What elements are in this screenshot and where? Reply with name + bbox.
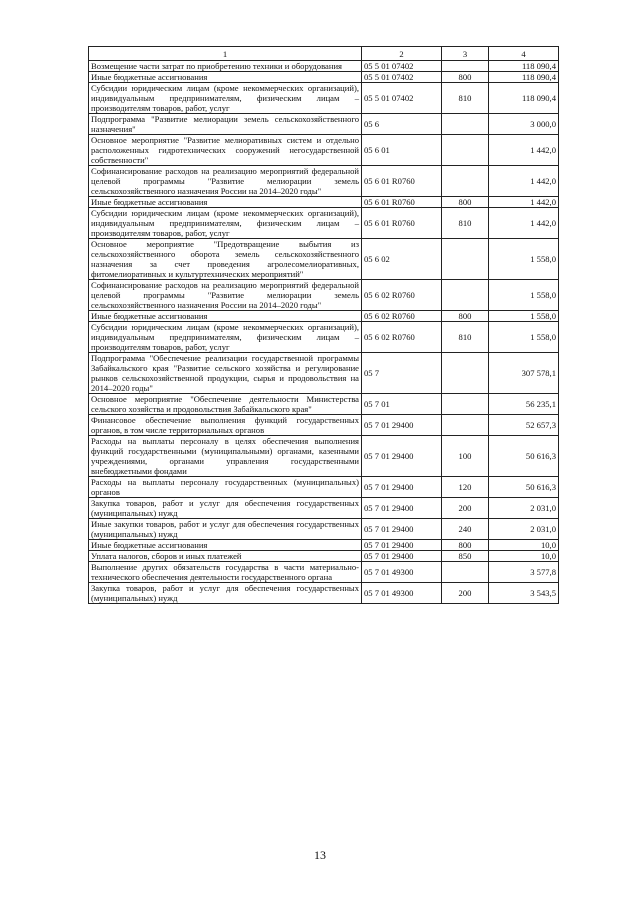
row-code-cell: 05 6 01 R0760 — [362, 166, 442, 197]
row-code-cell: 05 7 01 29400 — [362, 436, 442, 477]
row-name-cell: Субсидии юридическим лицам (кроме некоммерческих организаций), индивидуальным предпринимателям, физическим лицам – производителям товаров, работ, услуг — [89, 83, 362, 114]
table-row — [89, 135, 559, 166]
row-name-cell: Субсидии юридическим лицам (кроме некоммерческих организаций), индивидуальным предпринимателям, физическим лицам – производителям товаров, работ, услуг — [89, 208, 362, 239]
row-expense-type-cell: 810 — [442, 83, 489, 114]
row-expense-type-cell: 100 — [442, 436, 489, 477]
row-name-cell: Основное мероприятие "Развитие мелиоративных систем и отдельно расположенных гидротехнических сооружений негосударственной собственности" — [89, 135, 362, 166]
row-name-cell: Иные бюджетные ассигнования — [89, 197, 362, 208]
table-row — [89, 322, 559, 353]
table-row — [89, 280, 559, 311]
table-row — [89, 498, 559, 519]
table-row — [89, 562, 559, 583]
page-number: 13 — [314, 848, 326, 862]
row-name-cell: Подпрограмма "Развитие мелиорации земель сельскохозяйственного назначения" — [89, 114, 362, 135]
row-amount-cell: 2 031,0 — [489, 498, 559, 519]
row-expense-type-cell — [442, 61, 489, 72]
row-expense-type-cell: 810 — [442, 322, 489, 353]
row-name-cell: Иные бюджетные ассигнования — [89, 72, 362, 83]
table-row — [89, 583, 559, 604]
table-row — [89, 208, 559, 239]
row-expense-type-cell: 800 — [442, 72, 489, 83]
column-header-amount: 4 — [489, 47, 559, 61]
row-name-cell: Уплата налогов, сборов и иных платежей — [89, 551, 362, 562]
row-name-cell: Иные бюджетные ассигнования — [89, 311, 362, 322]
row-expense-type-cell: 800 — [442, 197, 489, 208]
column-header-expense-type: 3 — [442, 47, 489, 61]
row-code-cell: 05 7 01 29400 — [362, 477, 442, 498]
row-name-cell: Расходы на выплаты персоналу в целях обеспечения выполнения функций государственными (муниципальными) органами, казенными учреждениями, органами управления государственными внебюджетными фондами — [89, 436, 362, 477]
row-amount-cell: 118 090,4 — [489, 83, 559, 114]
table-row — [89, 239, 559, 280]
row-code-cell: 05 6 01 R0760 — [362, 197, 442, 208]
row-code-cell: 05 7 01 29400 — [362, 551, 442, 562]
table-row — [89, 114, 559, 135]
row-amount-cell: 10,0 — [489, 551, 559, 562]
row-name-cell: Софинансирование расходов на реализацию мероприятий федеральной целевой программы "Развитие мелиорации земель сельскохозяйственного назначения России на 2014–2020 годы" — [89, 166, 362, 197]
row-amount-cell: 1 558,0 — [489, 239, 559, 280]
row-amount-cell: 50 616,3 — [489, 477, 559, 498]
row-name-cell: Основное мероприятие "Обеспечение деятельности Министерства сельского хозяйства и продовольствия Забайкальского края" — [89, 394, 362, 415]
table-row — [89, 477, 559, 498]
row-code-cell: 05 6 02 — [362, 239, 442, 280]
table-row — [89, 551, 559, 562]
row-code-cell: 05 7 01 49300 — [362, 562, 442, 583]
table-row — [89, 353, 559, 394]
row-code-cell: 05 6 — [362, 114, 442, 135]
table-row — [89, 83, 559, 114]
row-expense-type-cell: 240 — [442, 519, 489, 540]
row-code-cell: 05 6 01 — [362, 135, 442, 166]
row-amount-cell: 50 616,3 — [489, 436, 559, 477]
header-row — [89, 47, 559, 61]
table-row — [89, 436, 559, 477]
row-name-cell: Выполнение других обязательств государства в части материально-технического обеспечения деятельности государственного органа — [89, 562, 362, 583]
table-row — [89, 311, 559, 322]
row-name-cell: Основное мероприятие "Предотвращение выбытия из сельскохозяйственного оборота земель сельскохозяйственного назначения за счет проведения агролесомелиоративных, фитомелиоративных и культуртехнических мероприятий" — [89, 239, 362, 280]
row-amount-cell: 3 577,8 — [489, 562, 559, 583]
row-code-cell: 05 7 01 29400 — [362, 498, 442, 519]
row-code-cell: 05 7 — [362, 353, 442, 394]
row-amount-cell: 1 442,0 — [489, 135, 559, 166]
column-header-code: 2 — [362, 47, 442, 61]
row-name-cell: Подпрограмма "Обеспечение реализации государственной программы Забайкальского края "Развитие сельского хозяйства и регулирование рынков сельскохозяйственной продукции, сырья и продовольствия на 2014–2020 годы" — [89, 353, 362, 394]
column-header-name: 1 — [89, 47, 362, 61]
row-amount-cell: 3 543,5 — [489, 583, 559, 604]
row-name-cell: Финансовое обеспечение выполнения функций государственных органов, в том числе территориальных органов — [89, 415, 362, 436]
row-name-cell: Субсидии юридическим лицам (кроме некоммерческих организаций), индивидуальным предпринимателям, физическим лицам – производителям товаров, работ, услуг — [89, 322, 362, 353]
row-expense-type-cell: 120 — [442, 477, 489, 498]
row-code-cell: 05 7 01 29400 — [362, 540, 442, 551]
row-amount-cell: 1 558,0 — [489, 311, 559, 322]
row-expense-type-cell: 200 — [442, 583, 489, 604]
row-code-cell: 05 7 01 29400 — [362, 415, 442, 436]
row-name-cell: Закупка товаров, работ и услуг для обеспечения государственных (муниципальных) нужд — [89, 498, 362, 519]
row-amount-cell: 118 090,4 — [489, 61, 559, 72]
row-expense-type-cell: 800 — [442, 311, 489, 322]
row-amount-cell: 118 090,4 — [489, 72, 559, 83]
row-expense-type-cell — [442, 562, 489, 583]
row-name-cell: Расходы на выплаты персоналу государственных (муниципальных) органов — [89, 477, 362, 498]
row-expense-type-cell: 200 — [442, 498, 489, 519]
table-row — [89, 72, 559, 83]
table-row — [89, 415, 559, 436]
row-name-cell: Возмещение части затрат по приобретению техники и оборудования — [89, 61, 362, 72]
row-amount-cell: 1 442,0 — [489, 208, 559, 239]
table-row — [89, 394, 559, 415]
row-name-cell: Иные бюджетные ассигнования — [89, 540, 362, 551]
row-expense-type-cell — [442, 114, 489, 135]
row-expense-type-cell: 850 — [442, 551, 489, 562]
row-expense-type-cell — [442, 353, 489, 394]
row-name-cell: Иные закупки товаров, работ и услуг для обеспечения государственных (муниципальных) нужд — [89, 519, 362, 540]
budget-table-container — [88, 46, 558, 604]
budget-table — [88, 46, 559, 604]
table-row — [89, 61, 559, 72]
row-amount-cell: 1 442,0 — [489, 166, 559, 197]
row-amount-cell: 3 000,0 — [489, 114, 559, 135]
row-expense-type-cell: 810 — [442, 208, 489, 239]
row-amount-cell: 1 558,0 — [489, 322, 559, 353]
row-amount-cell: 1 558,0 — [489, 280, 559, 311]
row-expense-type-cell — [442, 239, 489, 280]
row-amount-cell: 307 578,1 — [489, 353, 559, 394]
table-row — [89, 540, 559, 551]
row-amount-cell: 56 235,1 — [489, 394, 559, 415]
row-code-cell: 05 5 01 07402 — [362, 72, 442, 83]
row-name-cell: Софинансирование расходов на реализацию мероприятий федеральной целевой программы "Развитие мелиорации земель сельскохозяйственного назначения России на 2014–2020 годы" — [89, 280, 362, 311]
row-code-cell: 05 5 01 07402 — [362, 83, 442, 114]
row-expense-type-cell — [442, 166, 489, 197]
row-code-cell: 05 6 02 R0760 — [362, 322, 442, 353]
row-expense-type-cell — [442, 280, 489, 311]
table-row — [89, 519, 559, 540]
row-code-cell: 05 6 02 R0760 — [362, 280, 442, 311]
row-expense-type-cell — [442, 394, 489, 415]
row-code-cell: 05 6 02 R0760 — [362, 311, 442, 322]
row-expense-type-cell: 800 — [442, 540, 489, 551]
row-expense-type-cell — [442, 415, 489, 436]
row-amount-cell: 10,0 — [489, 540, 559, 551]
row-code-cell: 05 5 01 07402 — [362, 61, 442, 72]
row-code-cell: 05 7 01 49300 — [362, 583, 442, 604]
row-expense-type-cell — [442, 135, 489, 166]
table-body — [89, 61, 559, 604]
row-code-cell: 05 7 01 29400 — [362, 519, 442, 540]
table-row — [89, 166, 559, 197]
row-amount-cell: 52 657,3 — [489, 415, 559, 436]
table-row — [89, 197, 559, 208]
row-amount-cell: 1 442,0 — [489, 197, 559, 208]
row-amount-cell: 2 031,0 — [489, 519, 559, 540]
row-code-cell: 05 6 01 R0760 — [362, 208, 442, 239]
row-code-cell: 05 7 01 — [362, 394, 442, 415]
row-name-cell: Закупка товаров, работ и услуг для обеспечения государственных (муниципальных) нужд — [89, 583, 362, 604]
